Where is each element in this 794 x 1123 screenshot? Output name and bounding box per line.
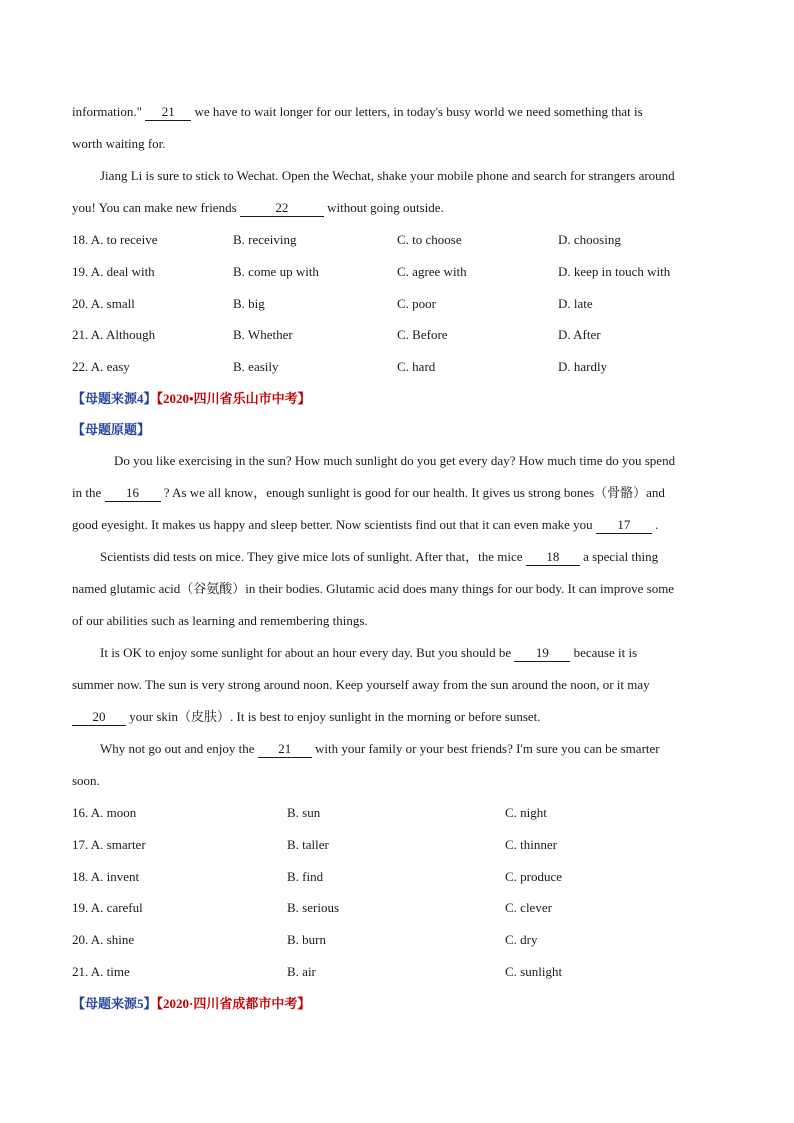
option-c: C. poor [397, 295, 436, 311]
text-span: with your family or your best friends? I'm sure you can be smarter [315, 740, 660, 756]
option-c: C. Before [397, 327, 448, 343]
text-span: without going outside. [327, 200, 444, 215]
passage2-p1-line1: Do you like exercising in the sun? How much sunlight do you get every day? How much time do you spend [114, 452, 676, 468]
option-b: B. sun [287, 804, 321, 820]
option-row [72, 797, 724, 829]
original-question-header [72, 414, 724, 445]
option-c: C. hard [397, 359, 436, 375]
passage2-p1-line2 [72, 477, 724, 509]
option-row [72, 924, 724, 956]
blank-21: 21 [258, 741, 312, 758]
option-c: C. produce [505, 868, 563, 884]
text-span: information." [72, 104, 142, 119]
source-detail: 【2020·四川省成都市中考】 [156, 995, 311, 1011]
passage2-p3-line3 [72, 701, 724, 733]
passage1-line4 [72, 192, 724, 224]
option-c: C. sunlight [505, 963, 563, 979]
blank-20: 20 [72, 709, 126, 726]
blank-16: 16 [105, 485, 161, 502]
option-c: C. to choose [397, 232, 462, 247]
option-b: B. Whether [233, 327, 293, 343]
option-b: B. burn [287, 932, 326, 948]
text-span: we have to wait longer for our letters, in today's busy world we need something that is [194, 104, 643, 119]
passage2-p2-line2: named glutamic acid（谷氨酸）in their bodies. Glutamic acid does many things for our body. It can improve some [72, 580, 675, 596]
option-row [72, 829, 724, 861]
blank-18: 18 [526, 549, 580, 566]
text-span: a special thing [583, 548, 659, 564]
blank-21: 21 [145, 104, 191, 121]
passage2-p3-line1 [72, 637, 724, 669]
source-detail: 【2020•四川省乐山市中考】 [156, 390, 311, 406]
option-d: D. late [558, 295, 593, 311]
option-a: 18. A. to receive [72, 232, 158, 247]
text-span: good eyesight. It makes us happy and sleep better. Now scientists find out that it can even make you [72, 516, 593, 532]
option-a: 18. A. invent [72, 868, 140, 884]
text-span: because it is [573, 644, 638, 660]
text-span: in the [72, 484, 102, 500]
option-row [72, 861, 724, 893]
blank-22: 22 [240, 200, 324, 217]
option-d: D. hardly [558, 359, 608, 375]
option-c: C. clever [505, 900, 552, 916]
option-a: 22. A. easy [72, 359, 130, 375]
text-span: Why not go out and enjoy the [100, 740, 255, 756]
document-page [72, 96, 724, 1019]
source-header-5 [72, 988, 724, 1019]
option-a: 20. A. small [72, 295, 135, 311]
option-d: D. choosing [558, 232, 621, 247]
option-row [72, 288, 724, 320]
blank-19: 19 [514, 645, 570, 662]
passage2-p2-line1 [72, 541, 724, 573]
option-b: B. receiving [233, 232, 297, 247]
option-a: 17. A. smarter [72, 836, 146, 852]
option-row [72, 319, 724, 351]
option-b: B. easily [233, 359, 279, 375]
source-label: 【母题来源4】 [72, 390, 157, 406]
text-span: your skin（皮肤）. It is best to enjoy sunlight in the morning or before sunset. [129, 708, 541, 724]
option-b: B. come up with [233, 263, 319, 279]
option-b: B. air [287, 963, 316, 979]
option-c: C. dry [505, 932, 538, 948]
option-row [72, 956, 724, 988]
passage1-line1 [72, 96, 724, 128]
option-d: D. keep in touch with [558, 263, 671, 279]
passage1-line3: Jiang Li is sure to stick to Wechat. Open the Wechat, shake your mobile phone and search for strangers around [100, 168, 675, 183]
option-a: 21. A. time [72, 963, 130, 979]
text-span: Scientists did tests on mice. They give mice lots of sunlight. After that，the mice [100, 548, 523, 564]
option-a: 19. A. deal with [72, 263, 155, 279]
option-row [72, 351, 724, 383]
text-span: ? As we all know，enough sunlight is good for our health. It gives us strong bones（骨骼）and [163, 484, 665, 500]
passage2-p3-line2: summer now. The sun is very strong around noon. Keep yourself away from the sun around the noon, or it may [72, 676, 650, 692]
passage2-p2-line3: of our abilities such as learning and remembering things. [72, 612, 368, 628]
option-b: B. serious [287, 900, 339, 916]
original-label: 【母题原题】 [72, 421, 151, 437]
option-c: C. thinner [505, 836, 557, 852]
option-row [72, 256, 724, 288]
option-a: 19. A. careful [72, 900, 143, 916]
passage1-line2: worth waiting for. [72, 136, 166, 151]
text-span: . [655, 516, 659, 532]
option-a: 21. A. Although [72, 327, 156, 343]
option-d: D. After [558, 327, 601, 343]
passage2-p4-line1 [72, 733, 724, 765]
option-row [72, 224, 724, 256]
source-label: 【母题来源5】 [72, 995, 157, 1011]
option-a: 20. A. shine [72, 932, 135, 948]
option-c: C. agree with [397, 263, 467, 279]
text-span: you! You can make new friends [72, 200, 237, 215]
passage2-p4-line2: soon. [72, 772, 100, 788]
blank-17: 17 [596, 517, 652, 534]
option-b: B. find [287, 868, 324, 884]
source-header-4 [72, 383, 724, 414]
text-span: It is OK to enjoy some sunlight for about an hour every day. But you should be [100, 644, 512, 660]
option-c: C. night [505, 804, 547, 820]
passage2-p1-line3 [72, 509, 724, 541]
option-b: B. big [233, 295, 265, 311]
option-row [72, 892, 724, 924]
option-b: B. taller [287, 836, 329, 852]
option-a: 16. A. moon [72, 804, 137, 820]
